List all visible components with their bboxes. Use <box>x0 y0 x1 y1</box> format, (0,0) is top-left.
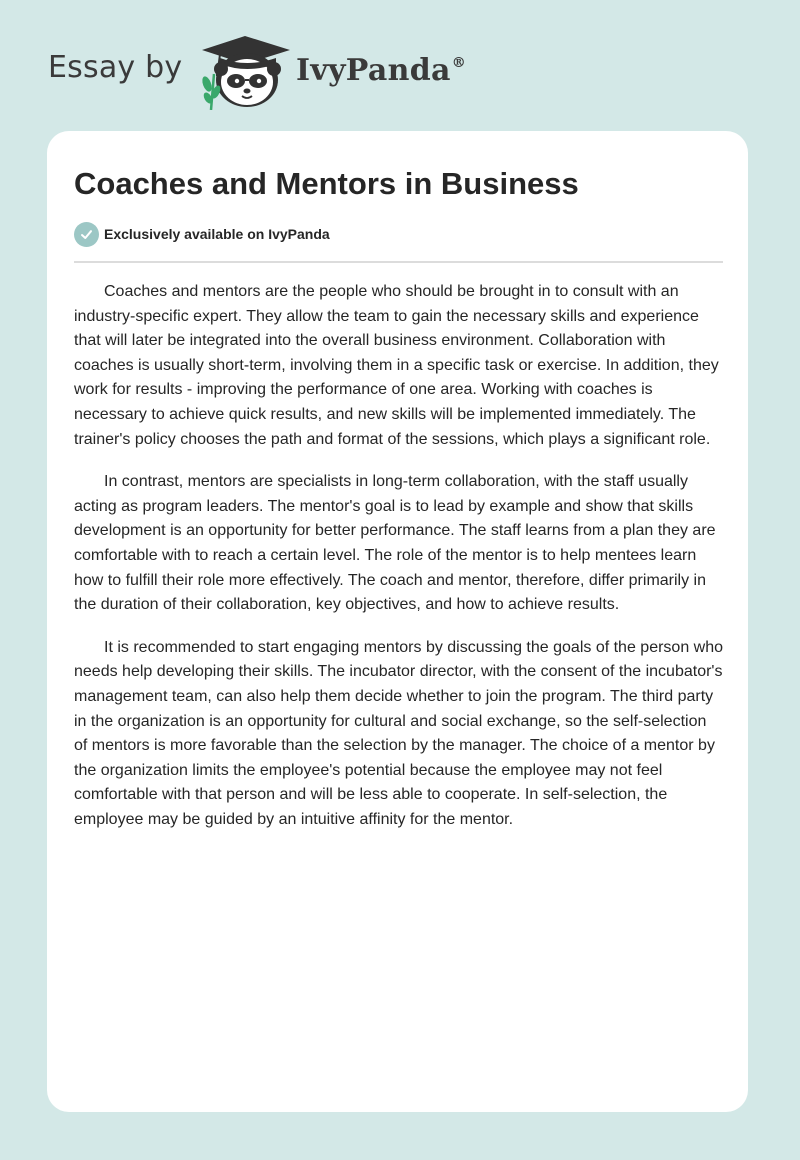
brand-name-text: IvyPanda <box>296 53 451 88</box>
title-divider <box>74 261 723 263</box>
essay-body <box>74 280 724 850</box>
site-header <box>0 0 800 130</box>
essay-title: Coaches and Mentors in Business <box>74 166 579 201</box>
essay-paragraph: In contrast, mentors are specialists in long-term collaboration, with the staff usually acting as program leaders. The mentor's goal is to lead by example and show that skills development is an opportunity for better performance. The staff learns from a plan they are comfortable with to reach a certain level. The role of the mentor is to help mentees learn how to fulfill their role more effectively. The coach and mentor, therefore, differ primarily in the duration of their collaboration, key objectives, and how to achieve results. <box>74 473 716 614</box>
essay-by-label: Essay by <box>48 50 183 85</box>
registered-mark: ® <box>451 55 467 71</box>
brand-name[interactable] <box>296 53 466 88</box>
essay-paragraph: Coaches and mentors are the people who should be brought in to consult with an industry-specific expert. They allow the team to gain the necessary skills and experience that will later be integrated into the overall business environment. Collaboration with coaches is usually short-term, involving them in a specific task or exercise. In addition, they work for results - improving the performance of one area. Working with coaches is necessary to achieve quick results, and new skills will be implemented immediately. The trainer's policy chooses the path and format of the sessions, which plays a significant role. <box>74 283 719 448</box>
check-circle-icon <box>74 222 99 247</box>
panda-graduate-logo-icon[interactable] <box>198 34 294 110</box>
essay-card <box>47 131 748 1112</box>
essay-paragraph: It is recommended to start engaging mentors by discussing the goals of the person who needs help developing their skills. The incubator director, with the consent of the incubator's management team, can also help them decide whether to join the program. The third party in the organization is an opportunity for cultural and social exchange, so the self-selection of mentors is more favorable than the selection by the manager. The choice of a mentor by the organization limits the employee's potential because the employee may not feel comfortable with that person and will be less able to cooperate. In self-selection, the employee may be guided by an intuitive affinity for the mentor. <box>74 638 724 828</box>
exclusive-badge-text: Exclusively available on IvyPanda <box>104 226 330 242</box>
exclusive-badge <box>74 221 330 247</box>
